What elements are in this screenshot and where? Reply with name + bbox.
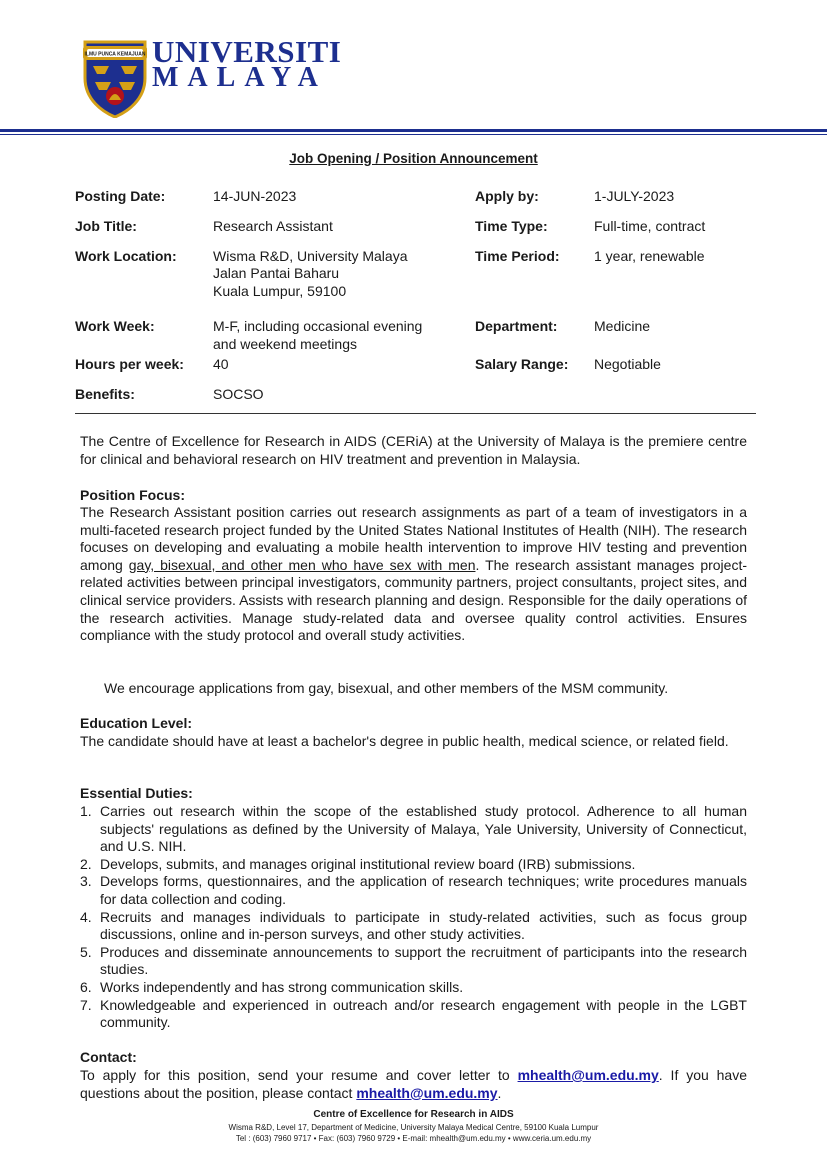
university-crest-logo	[81, 38, 149, 118]
duty-text: Works independently and has strong communication skills.	[100, 978, 464, 995]
duty-number: 5.	[80, 943, 92, 960]
time-period-value: 1 year, renewable	[594, 248, 705, 264]
position-focus-text-b: . The research assistant manages project-related activities between principal investigators, community partners, project consultants, project sites, and clinical service providers. Assists with research planning and design. Responsible for the daily operations of the research activities. Manage study-related data and oversee quality control activities. Ensures compliance with the study protocol and overall study activities.	[80, 556, 747, 644]
contact-text-b: . If you have questions about the position, please contact	[80, 1067, 747, 1101]
hours-label: Hours per week:	[75, 356, 184, 372]
posting-date-value: 14-JUN-2023	[213, 188, 297, 204]
contact-paragraph	[80, 1067, 747, 1102]
apply-by-label: Apply by:	[475, 188, 539, 204]
duty-text: Develops, submits, and manages original institutional review board (IRB) submissions.	[100, 855, 636, 872]
hours-value: 40	[213, 356, 229, 372]
duties-list	[80, 803, 747, 1032]
position-focus-text-a: The Research Assistant position carries out research assignments as part of a team of investigators in a multi-faceted research project funded by the United States National Institutes of Health (NIH). The research focuses on developing and evaluating a mobile health intervention to improve HIV testing and prevention among	[80, 504, 747, 573]
contact-email-link-2[interactable]: mhealth@um.edu.my	[356, 1084, 498, 1101]
intro-paragraph: The Centre of Excellence for Research in AIDS (CERiA) at the University of Malaya is the premiere centre for clinical and behavioral research on HIV treatment and prevention in Malaysia.	[80, 433, 747, 467]
footer-contact-line: Tel : (603) 7960 9717 • Fax: (603) 7960 9729 • E-mail: mhealth@um.edu.my • www.ceria.um.edu.my	[235, 1134, 592, 1143]
job-title-value: Research Assistant	[213, 218, 333, 234]
benefits-label: Benefits:	[75, 386, 135, 402]
duty-text: Carries out research within the scope of the established study protocol. Adherence to all human subjects' regulations as defined by the University of Malaya, Yale University, University of Connecticut, and U.S. NIH.	[100, 803, 747, 855]
duty-number: 1.	[80, 803, 92, 819]
position-focus-underlined: gay, bisexual, and other men who have sex with men	[128, 556, 476, 573]
duty-item	[80, 979, 747, 997]
time-type-label: Time Type:	[475, 218, 548, 234]
work-week-line2: and weekend meetings	[213, 336, 357, 352]
apply-by-value: 1-JULY-2023	[594, 188, 675, 204]
duty-item	[80, 997, 747, 1032]
department-label: Department:	[475, 318, 558, 334]
logo-wordmark-line1: UNIVERSITI	[152, 34, 342, 69]
duty-number: 7.	[80, 996, 92, 1013]
education-heading: Education Level:	[80, 715, 193, 731]
duty-item	[80, 944, 747, 979]
duty-text: Knowledgeable and experienced in outreach and/or research engagement with people in the LGBT community.	[100, 996, 747, 1031]
contact-email-link[interactable]: mhealth@um.edu.my	[517, 1067, 659, 1083]
header-divider-thin	[0, 134, 827, 135]
time-type-value: Full-time, contract	[594, 218, 706, 234]
duty-text: Produces and disseminate announcements to support the recruitment of participants into the research studies.	[100, 943, 747, 978]
salary-label: Salary Range:	[475, 356, 569, 372]
salary-value: Negotiable	[594, 356, 661, 372]
duty-number: 6.	[80, 978, 92, 995]
duty-text: Recruits and manages individuals to participate in study-related activities, such as focus group discussions, online and in-person surveys, and other study activities.	[100, 908, 747, 943]
work-week-label: Work Week:	[75, 318, 155, 334]
duty-number: 2.	[80, 855, 92, 872]
duty-text: Develops forms, questionnaires, and the application of research techniques; write procedures manuals for data collection and coding.	[100, 873, 747, 907]
contact-heading: Contact:	[80, 1049, 137, 1065]
duty-item	[80, 803, 747, 856]
contact-text-a: To apply for this position, send your resume and cover letter to	[80, 1067, 518, 1083]
education-paragraph: The candidate should have at least a bachelor's degree in public health, medical science, or related field.	[80, 733, 729, 749]
duties-list-container	[80, 803, 747, 1032]
duty-item	[80, 873, 747, 908]
footer-address: Wisma R&D, Level 17, Department of Medicine, University Malaya Medical Centre, 59100 Kuala Lumpur	[228, 1123, 599, 1132]
work-location-line3: Kuala Lumpur, 59100	[213, 283, 347, 299]
work-location-label: Work Location:	[75, 248, 177, 264]
header-divider	[0, 129, 827, 132]
duty-item	[80, 909, 747, 944]
duty-item	[80, 856, 747, 874]
details-divider	[75, 413, 756, 414]
document-title: Job Opening / Position Announcement	[289, 151, 538, 166]
posting-date-label: Posting Date:	[75, 188, 166, 204]
footer-org-name: Centre of Excellence for Research in AIDS	[313, 1109, 514, 1120]
position-focus-paragraph	[80, 504, 747, 645]
benefits-value: SOCSO	[213, 386, 264, 402]
position-focus-heading: Position Focus:	[80, 487, 185, 503]
work-location-line2: Jalan Pantai Baharu	[213, 265, 340, 281]
duties-heading: Essential Duties:	[80, 785, 193, 801]
logo-wordmark-line2: MALAYA	[152, 62, 327, 93]
duty-number: 3.	[80, 873, 92, 890]
job-title-label: Job Title:	[75, 218, 137, 234]
duty-number: 4.	[80, 908, 92, 925]
encourage-statement: We encourage applications from gay, bisexual, and other members of the MSM community.	[104, 680, 669, 696]
work-week-line1: M-F, including occasional evening	[213, 318, 423, 334]
work-location-line1: Wisma R&D, University Malaya	[213, 248, 408, 264]
department-value: Medicine	[594, 318, 651, 334]
time-period-label: Time Period:	[475, 248, 560, 264]
contact-text-c: .	[497, 1084, 502, 1101]
crest-banner-text: ILMU PUNCA KEMAJUAN	[84, 51, 146, 58]
